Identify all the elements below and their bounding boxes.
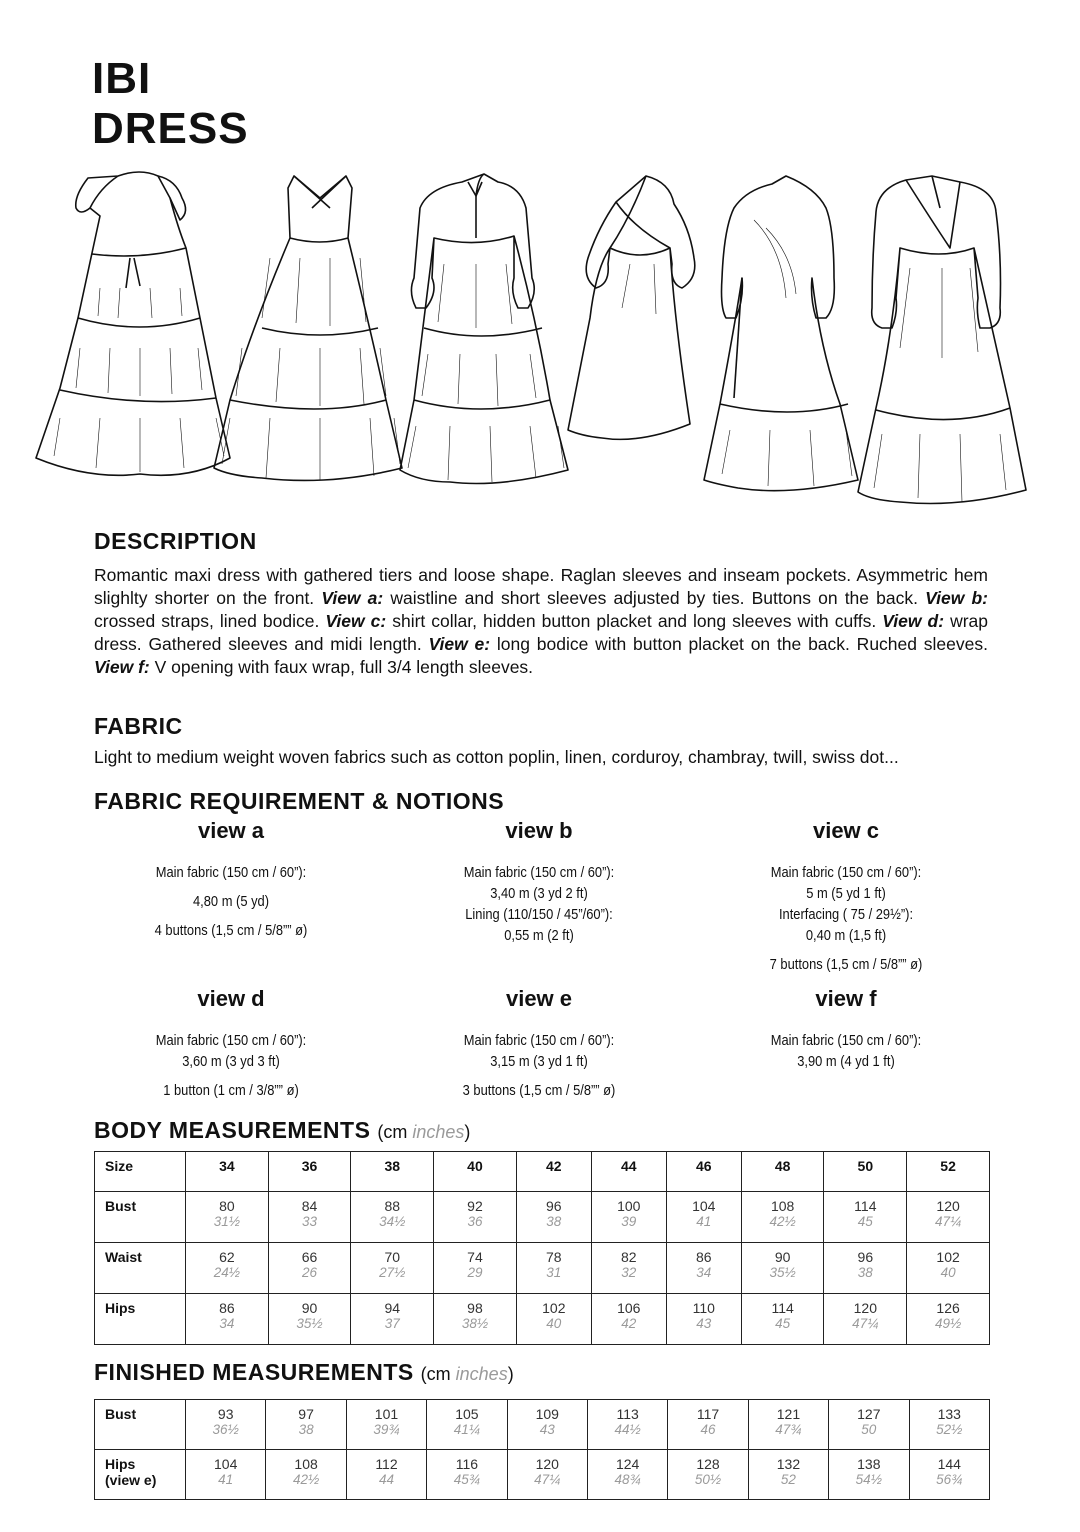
row-label-text: Hips (105, 1300, 136, 1316)
req-view-c-title: view c (812, 818, 880, 843)
value-inches: 31½ (213, 1214, 240, 1229)
value-cm: 104 (214, 1456, 238, 1472)
finished-measurements-heading (94, 1359, 514, 1386)
view-c-label: View c: (325, 611, 387, 631)
view-e-text: long bodice with button placket on the back. Ruched sleeves. (490, 634, 988, 654)
view-a-label: View a: (321, 588, 384, 608)
page-title (92, 54, 249, 154)
size-header: 38 (351, 1152, 434, 1192)
value-cm: 96 (546, 1198, 562, 1214)
measurement-cell (186, 1243, 269, 1294)
measurement-cell (434, 1192, 517, 1243)
measurement-cell (427, 1400, 507, 1450)
view-e-label: View e: (428, 634, 491, 654)
req-view-e-title: view e (505, 986, 573, 1011)
value-inches: 44 (378, 1472, 394, 1487)
value-inches: 33 (302, 1214, 318, 1229)
table-row (95, 1450, 990, 1500)
size-header: 50 (824, 1152, 907, 1192)
value-cm: 90 (774, 1249, 791, 1265)
value-cm: 98 (467, 1300, 483, 1316)
value-cm: 138 (857, 1456, 881, 1472)
req-line: Main fabric (150 cm / 60”): (463, 864, 615, 881)
value-cm: 94 (384, 1300, 401, 1316)
value-inches: 39 (621, 1214, 637, 1229)
req-line: Main fabric (150 cm / 60”): (155, 1032, 307, 1049)
value-inches: 41 (218, 1472, 234, 1487)
value-cm: 108 (770, 1198, 795, 1214)
measurement-cell (516, 1294, 591, 1345)
measurement-cell (909, 1400, 989, 1450)
measurement-cell (346, 1400, 426, 1450)
value-inches: 47¼ (934, 1214, 962, 1229)
req-line: 5 m (5 yd 1 ft) (806, 885, 886, 902)
dress-view-f-drawing (858, 176, 1026, 504)
value-cm: 82 (621, 1249, 637, 1265)
value-cm: 114 (771, 1300, 794, 1316)
value-inches: 41 (696, 1214, 712, 1229)
dress-view-e-drawing (704, 176, 858, 491)
req-notion: 4 buttons (1,5 cm / 5/8”” ø) (154, 922, 308, 939)
measurement-cell (427, 1450, 507, 1500)
value-cm: 62 (219, 1249, 235, 1265)
measurement-cell (266, 1450, 346, 1500)
row-label-text: Bust (105, 1198, 137, 1214)
size-header: 48 (741, 1152, 824, 1192)
measurement-cell (587, 1400, 667, 1450)
value-inches: 38 (857, 1265, 873, 1280)
table-row (95, 1243, 990, 1294)
value-cm: 90 (301, 1300, 318, 1316)
size-header: 44 (591, 1152, 666, 1192)
description-heading: DESCRIPTION (94, 528, 257, 554)
value-inches: 56¾ (936, 1472, 963, 1487)
req-view-d-title: view d (197, 986, 265, 1011)
value-cm: 120 (853, 1300, 877, 1316)
size-header: 42 (516, 1152, 591, 1192)
table-row (95, 1294, 990, 1345)
value-cm: 109 (535, 1406, 559, 1422)
title-line-2: DRESS (92, 104, 249, 153)
value-cm: 108 (294, 1456, 318, 1472)
size-header: 40 (434, 1152, 517, 1192)
value-inches: 36 (467, 1214, 483, 1229)
value-inches: 26 (302, 1265, 318, 1280)
value-inches: 44½ (614, 1422, 641, 1437)
fabric-heading: FABRIC (94, 713, 183, 739)
value-cm: 104 (692, 1198, 716, 1214)
value-cm: 97 (298, 1406, 314, 1422)
measurement-cell (741, 1192, 824, 1243)
value-cm: 101 (374, 1406, 399, 1422)
view-f-label: View f: (94, 657, 150, 677)
req-view-c (696, 818, 996, 975)
req-view-a (81, 818, 381, 941)
dress-view-b-drawing (214, 176, 402, 480)
body-measurements-heading (94, 1117, 470, 1144)
value-cm: 100 (617, 1198, 641, 1214)
req-line: Main fabric (150 cm / 60”): (155, 864, 307, 881)
req-line: Interfacing ( 75 / 29½”): (778, 906, 914, 923)
description-intro: Romantic maxi dress with gathered tiers and loose shape. Raglan sleeves and inseam pockets. Asymmetric hem slighlty shorter on the front. (94, 565, 988, 608)
measurement-cell (516, 1192, 591, 1243)
value-cm: 88 (384, 1198, 401, 1214)
value-cm: 124 (615, 1456, 640, 1472)
size-label: Size (95, 1152, 186, 1192)
measurement-cell (186, 1400, 266, 1450)
finished-measurements-title: FINISHED MEASUREMENTS (94, 1359, 414, 1385)
fabric-text: Light to medium weight woven fabrics such as cotton poplin, linen, corduroy, chambray, twill, swiss dot... (94, 747, 899, 767)
value-cm: 128 (696, 1456, 720, 1472)
req-line: Lining (110/150 / 45”/60”): (465, 906, 613, 923)
value-inches: 40 (546, 1316, 562, 1331)
req-view-b-title: view b (505, 818, 573, 843)
view-b-label: View b: (925, 588, 989, 608)
value-inches: 35½ (296, 1316, 323, 1331)
measurement-cell (268, 1294, 351, 1345)
view-d-text: wrap dress. Gathered sleeves and midi length. (94, 611, 989, 654)
value-cm: 66 (301, 1249, 318, 1265)
value-cm: 117 (696, 1406, 720, 1422)
value-inches: 42 (621, 1316, 637, 1331)
finished-measurements-table (94, 1399, 990, 1500)
measurement-cell (741, 1243, 824, 1294)
req-line: Main fabric (150 cm / 60”): (770, 1032, 922, 1049)
value-inches: 50 (861, 1422, 877, 1437)
measurement-cell (909, 1450, 989, 1500)
measurement-cell (907, 1243, 990, 1294)
req-line: 0,55 m (2 ft) (504, 927, 574, 944)
value-inches: 47¼ (534, 1472, 561, 1487)
table-row (95, 1192, 990, 1243)
measurement-cell (829, 1450, 909, 1500)
value-inches: 40 (940, 1265, 956, 1280)
value-inches: 41¼ (453, 1422, 480, 1437)
measurement-cell (907, 1294, 990, 1345)
value-inches: 43 (539, 1422, 555, 1437)
value-cm: 133 (937, 1406, 961, 1422)
value-inches: 39¾ (373, 1422, 400, 1437)
measurement-cell (434, 1294, 517, 1345)
view-d-label: View d: (882, 611, 945, 631)
measurement-cell (186, 1450, 266, 1500)
finished-measurements-units: (cm inches) (420, 1364, 514, 1384)
value-inches: 46 (700, 1422, 716, 1437)
measurement-cell (666, 1192, 741, 1243)
req-line: Main fabric (150 cm / 60”): (770, 864, 922, 881)
value-inches: 45 (775, 1316, 791, 1331)
measurement-cell (268, 1192, 351, 1243)
req-notion: 7 buttons (1,5 cm / 5/8”” ø) (769, 956, 923, 973)
measurement-cell (516, 1243, 591, 1294)
measurement-cell (748, 1450, 828, 1500)
value-cm: 102 (936, 1249, 960, 1265)
req-view-f-title: view f (815, 986, 877, 1011)
req-line: 3,90 m (4 yd 1 ft) (797, 1053, 895, 1070)
value-inches: 35½ (769, 1265, 796, 1280)
measurement-cell (266, 1400, 346, 1450)
req-notion: 1 button (1 cm / 3/8”” ø) (163, 1082, 299, 1099)
measurement-cell (351, 1294, 434, 1345)
measurement-cell (587, 1450, 667, 1500)
value-cm: 96 (857, 1249, 874, 1265)
value-inches: 50½ (694, 1472, 722, 1487)
value-inches: 38 (546, 1214, 562, 1229)
row-label (95, 1400, 186, 1450)
req-line: 3,15 m (3 yd 1 ft) (490, 1053, 588, 1070)
measurement-cell (591, 1192, 666, 1243)
measurement-cell (507, 1450, 587, 1500)
measurement-cell (668, 1450, 748, 1500)
value-cm: 86 (695, 1249, 712, 1265)
row-label-note: (view e) (105, 1472, 157, 1488)
measurement-cell (668, 1400, 748, 1450)
value-cm: 112 (375, 1456, 398, 1472)
req-line: 0,40 m (1,5 ft) (805, 927, 887, 944)
dress-illustrations (30, 168, 1050, 520)
measurement-cell (351, 1192, 434, 1243)
value-cm: 106 (617, 1300, 641, 1316)
requirements-heading: FABRIC REQUIREMENT & NOTIONS (94, 788, 505, 814)
measurement-cell (907, 1192, 990, 1243)
table-row (95, 1400, 990, 1450)
size-header: 36 (268, 1152, 351, 1192)
row-label (95, 1243, 186, 1294)
value-cm: 114 (854, 1198, 877, 1214)
value-inches: 54½ (855, 1472, 882, 1487)
value-cm: 144 (937, 1456, 961, 1472)
value-cm: 126 (936, 1300, 960, 1316)
value-inches: 34 (219, 1316, 235, 1331)
value-inches: 27½ (379, 1265, 406, 1280)
value-cm: 120 (535, 1456, 559, 1472)
value-inches: 47¼ (852, 1316, 879, 1331)
value-cm: 121 (776, 1406, 801, 1422)
measurement-cell (829, 1400, 909, 1450)
req-view-b (389, 818, 689, 946)
measurement-cell (346, 1450, 426, 1500)
measurement-cell (824, 1243, 907, 1294)
value-inches: 38 (298, 1422, 314, 1437)
value-cm: 78 (546, 1249, 562, 1265)
value-cm: 110 (692, 1300, 715, 1316)
view-f-text: V opening with faux wrap, full 3/4 length sleeves. (149, 657, 534, 677)
measurement-cell (186, 1192, 269, 1243)
value-inches: 36½ (212, 1422, 239, 1437)
row-label (95, 1294, 186, 1345)
value-inches: 42½ (769, 1214, 796, 1229)
value-inches: 37 (384, 1316, 400, 1331)
value-cm: 113 (616, 1406, 639, 1422)
req-notion: 3 buttons (1,5 cm / 5/8”” ø) (462, 1082, 616, 1099)
value-cm: 132 (776, 1456, 801, 1472)
size-header: 34 (186, 1152, 269, 1192)
body-measurements-table (94, 1151, 990, 1345)
measurement-cell (434, 1243, 517, 1294)
measurement-cell (351, 1243, 434, 1294)
measurement-cell (591, 1294, 666, 1345)
measurement-cell (268, 1243, 351, 1294)
measurement-cell (741, 1294, 824, 1345)
req-line: 4,80 m (5 yd) (192, 893, 270, 910)
measurement-cell (824, 1192, 907, 1243)
description-text (94, 564, 988, 679)
req-view-d (81, 986, 381, 1101)
value-inches: 48¾ (614, 1472, 641, 1487)
row-label-text: Waist (105, 1249, 142, 1265)
dress-view-a-drawing (36, 172, 230, 475)
measurement-cell (666, 1243, 741, 1294)
req-view-e (389, 986, 689, 1101)
measurement-cell (507, 1400, 587, 1450)
size-header: 52 (907, 1152, 990, 1192)
value-cm: 120 (936, 1198, 960, 1214)
measurement-cell (591, 1243, 666, 1294)
view-b-text: crossed straps, lined bodice. (94, 611, 326, 631)
value-inches: 29 (467, 1265, 483, 1280)
value-inches: 49½ (934, 1316, 962, 1331)
table-header-row (95, 1152, 990, 1192)
req-line: Main fabric (150 cm / 60”): (463, 1032, 615, 1049)
value-cm: 116 (455, 1456, 479, 1472)
size-header: 46 (666, 1152, 741, 1192)
value-cm: 105 (455, 1406, 479, 1422)
value-cm: 84 (301, 1198, 318, 1214)
value-cm: 92 (467, 1198, 483, 1214)
req-view-a-title: view a (197, 818, 265, 843)
row-label-text: Bust (105, 1406, 137, 1422)
value-inches: 47¾ (775, 1422, 802, 1437)
value-inches: 43 (696, 1316, 712, 1331)
value-cm: 70 (384, 1249, 401, 1265)
row-label (95, 1450, 186, 1500)
dress-view-d-drawing (568, 176, 695, 439)
body-measurements-units: (cm inches) (377, 1122, 471, 1142)
body-measurements-title: BODY MEASUREMENTS (94, 1117, 371, 1143)
value-inches: 34½ (379, 1214, 406, 1229)
measurement-cell (824, 1294, 907, 1345)
view-a-text: waistline and short sleeves adjusted by ties. Buttons on the back. (383, 588, 926, 608)
value-cm: 93 (217, 1406, 234, 1422)
value-inches: 45 (857, 1214, 873, 1229)
req-line: 3,40 m (3 yd 2 ft) (490, 885, 588, 902)
measurement-cell (666, 1294, 741, 1345)
row-label-text: Hips (105, 1456, 136, 1472)
measurement-cell (748, 1400, 828, 1450)
value-cm: 74 (467, 1249, 483, 1265)
view-c-text: shirt collar, hidden button placket and long sleeves with cuffs. (386, 611, 883, 631)
value-inches: 24½ (213, 1265, 240, 1280)
value-inches: 52 (780, 1472, 796, 1487)
value-cm: 80 (219, 1198, 235, 1214)
row-label (95, 1192, 186, 1243)
value-inches: 38½ (461, 1316, 489, 1331)
dress-view-c-drawing (400, 174, 568, 484)
measurement-cell (186, 1294, 269, 1345)
req-line: 3,60 m (3 yd 3 ft) (182, 1053, 280, 1070)
value-cm: 127 (857, 1406, 881, 1422)
title-line-1: IBI (92, 54, 152, 103)
value-cm: 102 (542, 1300, 566, 1316)
req-view-f (696, 986, 996, 1072)
value-cm: 86 (219, 1300, 235, 1316)
value-inches: 32 (621, 1265, 637, 1280)
value-inches: 45¾ (453, 1472, 480, 1487)
value-inches: 52½ (936, 1422, 963, 1437)
value-inches: 34 (696, 1265, 712, 1280)
value-inches: 42½ (292, 1472, 320, 1487)
value-inches: 31 (546, 1265, 562, 1280)
